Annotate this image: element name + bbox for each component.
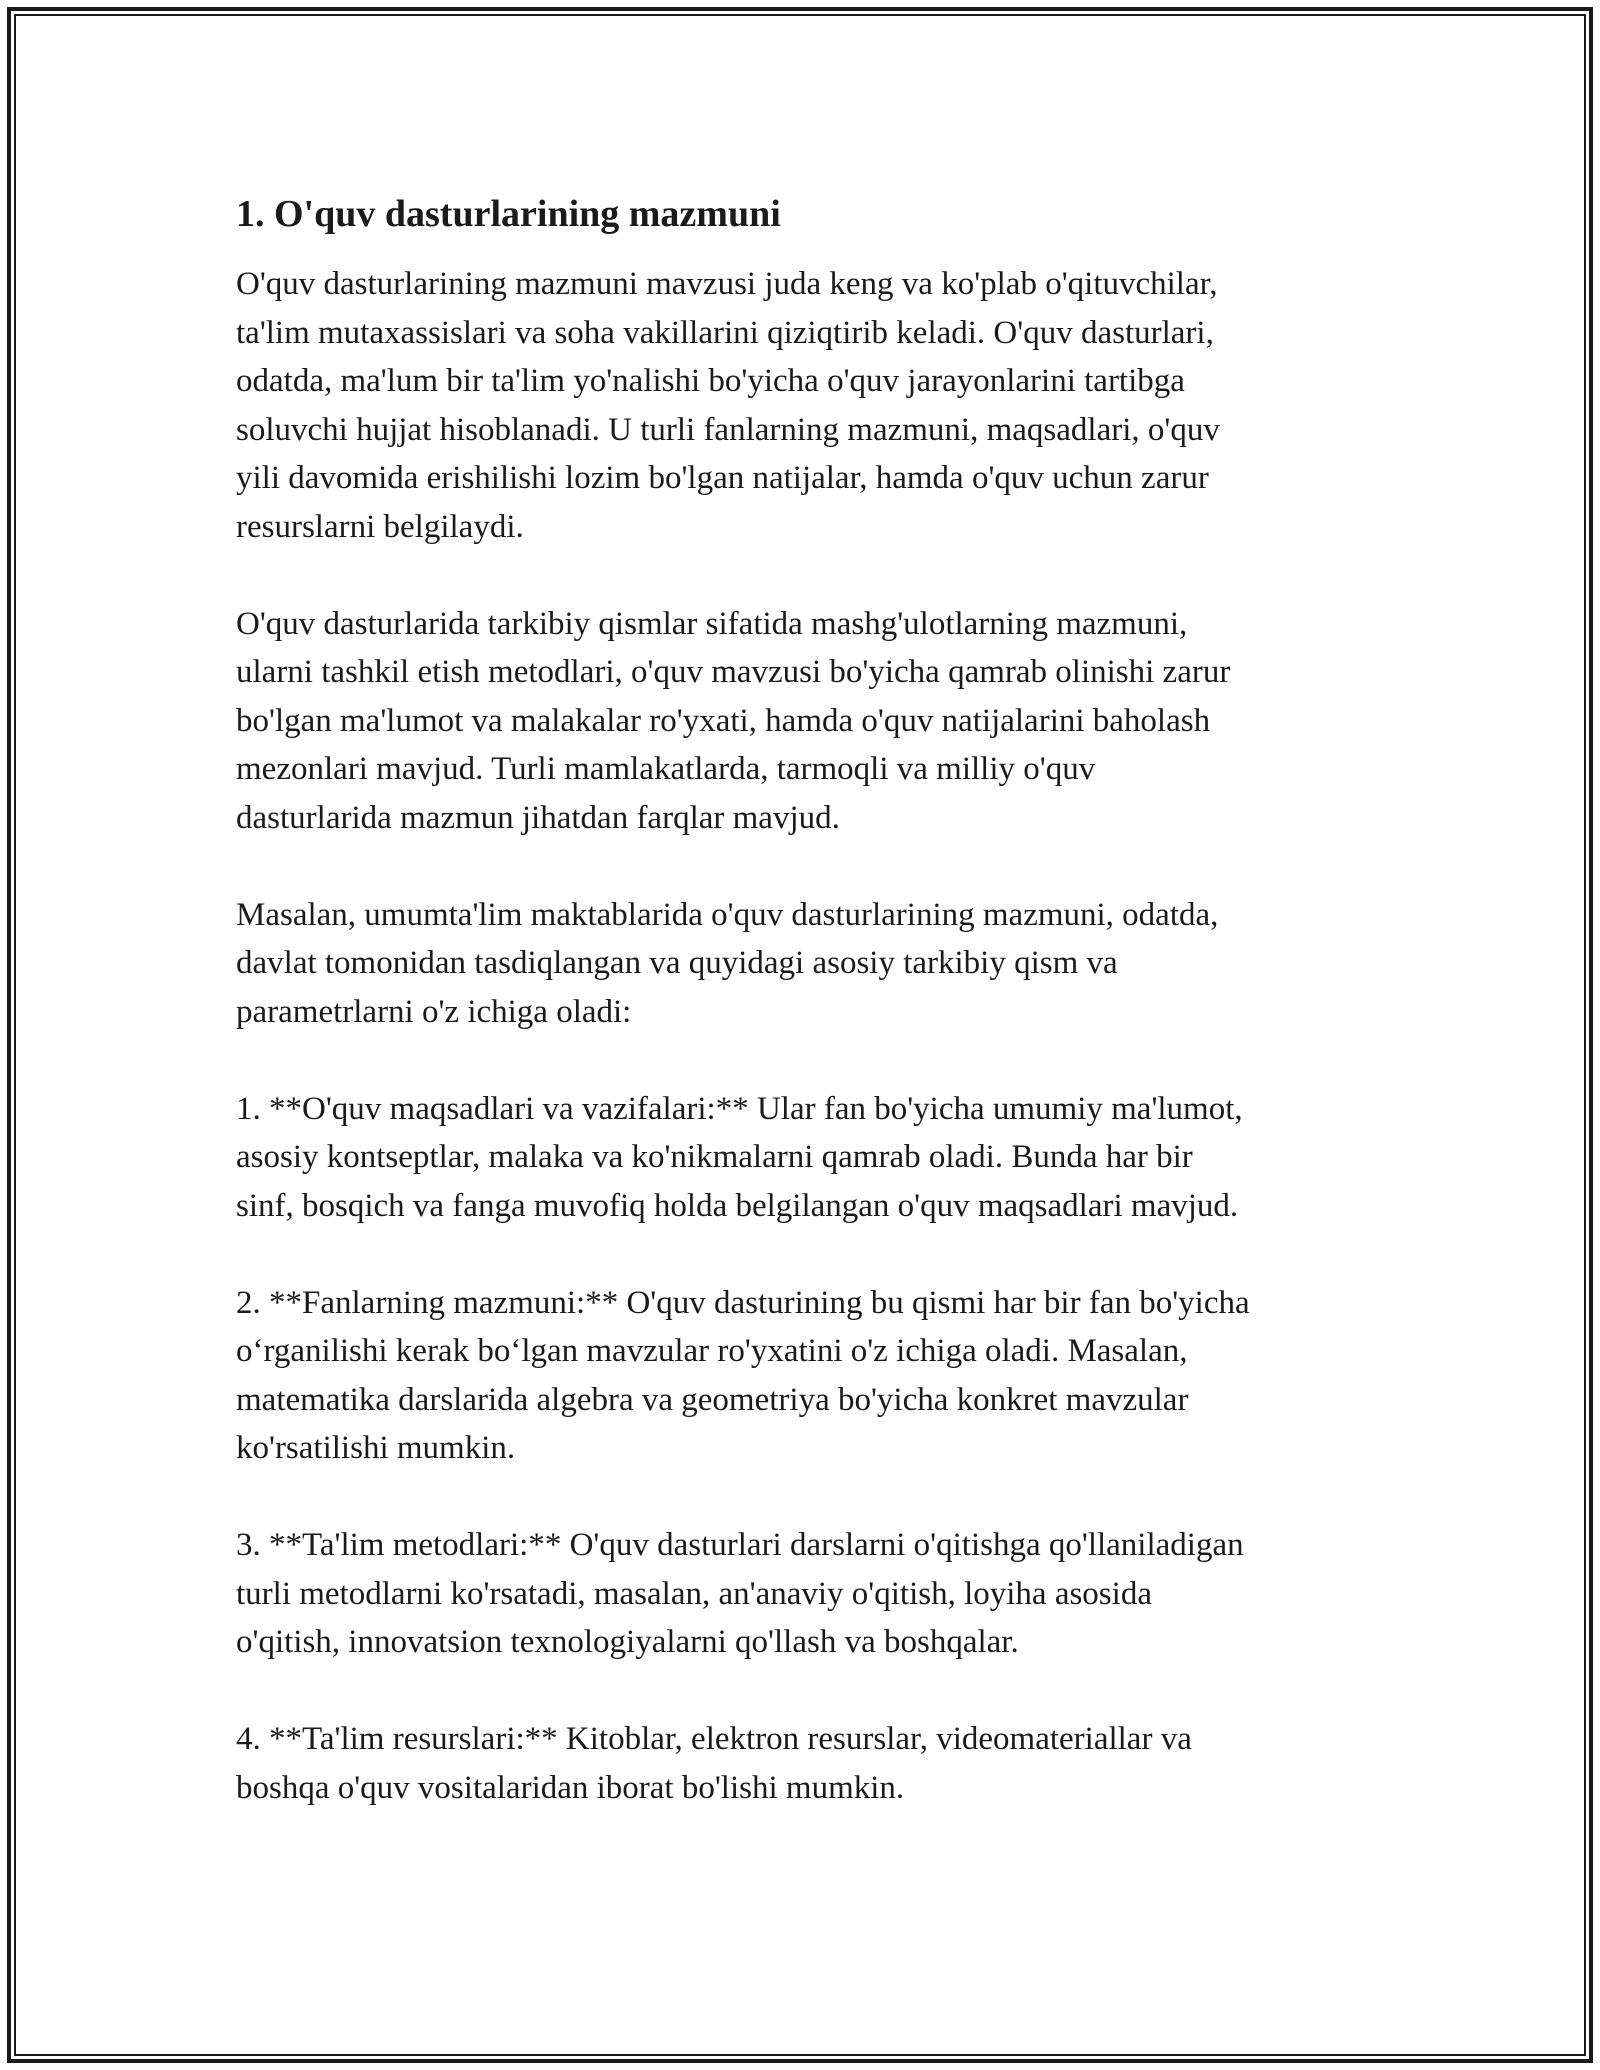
paragraph-intro (236, 260, 1386, 551)
text-line: 2. **Fanlarning mazmuni:** O'quv dasturining bu qismi har bir fan bo'yicha (236, 1284, 1250, 1321)
text-line: yili davomida erishilishi lozim bo'lgan natijalar, hamda o'quv uchun zarur (236, 460, 1209, 496)
text-line: 4. **Ta'lim resurslari:** Kitoblar, elektron resurslar, videomateriallar va (236, 1721, 1192, 1757)
text-line: matematika darslarida algebra va geometriya bo'yicha konkret mavzular (236, 1381, 1189, 1418)
text-line: soluvchi hujjat hisoblanadi. U turli fanlarning mazmuni, maqsadlari, o'quv (236, 411, 1220, 448)
paragraph-example (236, 891, 1386, 1037)
text-line: davlat tomonidan tasdiqlangan va quyidagi asosiy tarkibiy qism va (236, 945, 1118, 981)
text-line: boshqa o'quv vositalaridan iborat bo'lishi mumkin. (236, 1769, 905, 1806)
text-line: 1. **O'quv maqsadlari va vazifalari:** Ular fan bo'yicha umumiy ma'lumot, (236, 1090, 1243, 1127)
text-line: ta'lim mutaxassislari va soha vakillarini qiziqtirib keladi. O'quv dasturlari, (236, 314, 1214, 351)
text-line: o‘rganilishi kerak bo‘lgan mavzular ro'yxatini o'z ichiga oladi. Masalan, (236, 1333, 1188, 1369)
list-item-subjects (236, 1279, 1386, 1473)
text-line: resurslarni belgilaydi. (236, 508, 524, 545)
text-line: O'quv dasturlarida tarkibiy qismlar sifatida mashg'ulotlarning mazmuni, (236, 605, 1188, 642)
text-line: ko'rsatilishi mumkin. (236, 1430, 516, 1466)
document-title: 1. O'quv dasturlarining mazmuni (236, 193, 781, 235)
list-item-resources (236, 1715, 1386, 1812)
text-line: Masalan, umumta'lim maktablarida o'quv dasturlarining mazmuni, odatda, (236, 896, 1219, 933)
paragraph-components (236, 600, 1386, 843)
text-line: ularni tashkil etish metodlari, o'quv mavzusi bo'yicha qamrab olinishi zarur (236, 654, 1231, 690)
text-line: mezonlari mavjud. Turli mamlakatlarda, tarmoqli va milliy o'quv (236, 751, 1096, 787)
text-line: bo'lgan ma'lumot va malakalar ro'yxati, hamda o'quv natijalarini baholash (236, 702, 1211, 739)
document-body (236, 185, 1386, 1812)
text-line: O'quv dasturlarining mazmuni mavzusi juda keng va ko'plab o'qituvchilar, (236, 266, 1218, 302)
list-item-methods (236, 1521, 1386, 1667)
text-line: parametrlarni o'z ichiga oladi: (236, 993, 632, 1030)
text-line: odatda, ma'lum bir ta'lim yo'nalishi bo'yicha o'quv jarayonlarini tartibga (236, 363, 1185, 399)
text-line: turli metodlarni ko'rsatadi, masalan, an'anaviy o'qitish, loyiha asosida (236, 1575, 1152, 1612)
text-line: sinf, bosqich va fanga muvofiq holda belgilangan o'quv maqsadlari mavjud. (236, 1187, 1239, 1224)
text-line: o'qitish, innovatsion texnologiyalarni qo'llash va boshqalar. (236, 1624, 1019, 1660)
text-line: asosiy kontseptlar, malaka va ko'nikmalarni qamrab oladi. Bunda har bir (236, 1139, 1193, 1175)
text-line: 3. **Ta'lim metodlari:** O'quv dasturlari darslarni o'qitishga qo'llaniladigan (236, 1527, 1244, 1563)
list-item-goals (236, 1085, 1386, 1231)
text-line: dasturlarida mazmun jihatdan farqlar mavjud. (236, 799, 840, 836)
